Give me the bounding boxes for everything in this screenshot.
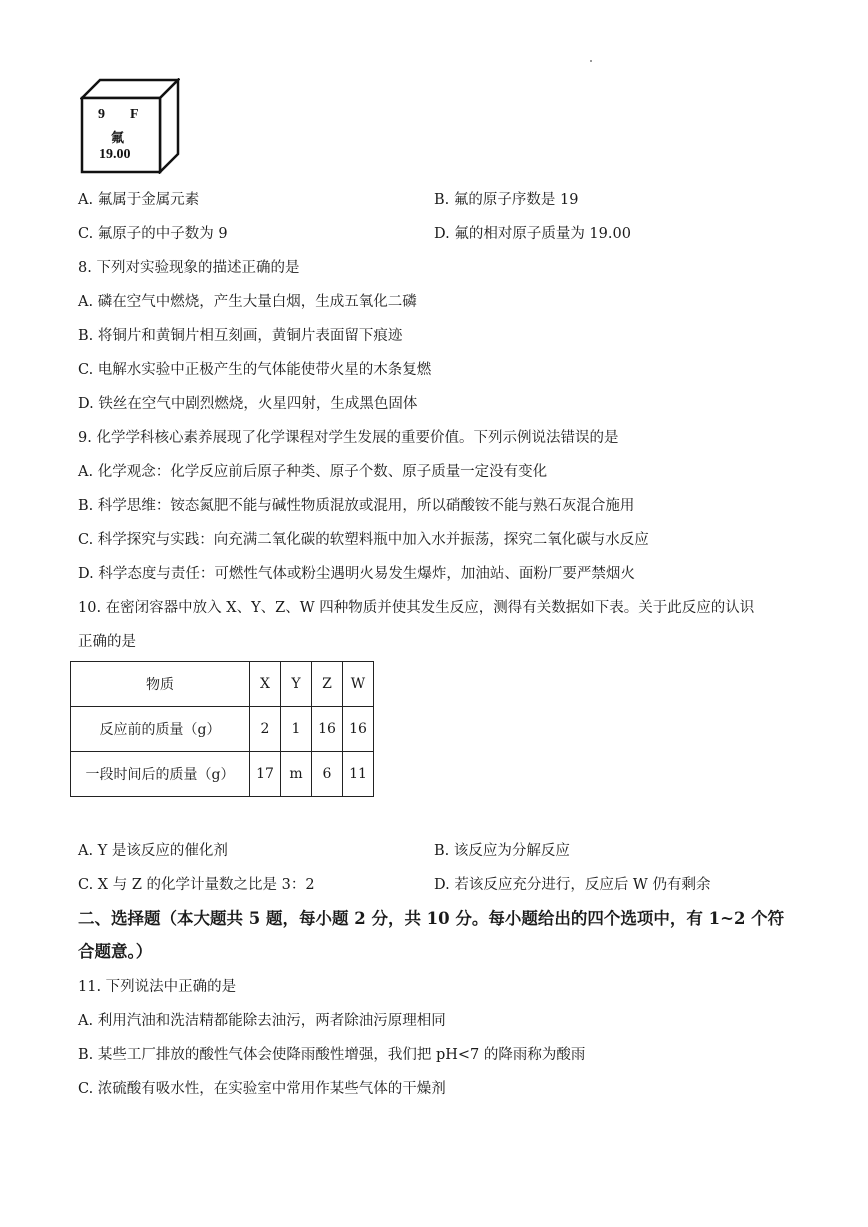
q7-option-d: D. 氟的相对原子质量为 19.00 — [434, 226, 631, 242]
q10-option-d: D. 若该反应充分进行，反应后 W 仍有剩余 — [434, 877, 711, 893]
element-symbol: F — [130, 107, 139, 122]
q8-option-d: D. 铁丝在空气中剧烈燃烧，火星四射，生成黑色固体 — [78, 396, 418, 412]
table-header-cell: W — [343, 662, 374, 707]
q10-option-b: B. 该反应为分解反应 — [434, 843, 570, 859]
q8-option-c: C. 电解水实验中正极产生的气体能使带火星的木条复燃 — [78, 362, 432, 378]
q7-option-a: A. 氟属于金属元素 — [78, 192, 200, 208]
q9-option-b: B. 科学思维：铵态氮肥不能与碱性物质混放或混用，所以硝酸铵不能与熟石灰混合施用 — [78, 498, 635, 514]
q9-stem: 9. 化学学科核心素养展现了化学课程对学生发展的重要价值。下列示例说法错误的是 — [78, 430, 619, 446]
table-header-cell: X — [250, 662, 281, 707]
table-header-cell: Y — [281, 662, 312, 707]
atomic-mass: 19.00 — [99, 147, 131, 162]
q10-option-c: C. X 与 Z 的化学计量数之比是 3：2 — [78, 877, 315, 893]
q10-option-a: A. Y 是该反应的催化剂 — [78, 843, 228, 859]
table-cell: 17 — [250, 752, 281, 797]
table-row — [71, 752, 374, 797]
q9-option-c: C. 科学探究与实践：向充满二氧化碳的软塑料瓶中加入水并振荡，探究二氧化碳与水反应 — [78, 532, 649, 548]
section2-heading-line2: 合题意。） — [78, 942, 153, 961]
reaction-mass-table — [70, 661, 374, 797]
table-cell: 6 — [312, 752, 343, 797]
q11-option-b: B. 某些工厂排放的酸性气体会使降雨酸性增强，我们把 pH<7 的降雨称为酸雨 — [78, 1047, 586, 1063]
fluorine-element-card — [80, 78, 180, 174]
table-header-cell: 物质 — [71, 662, 250, 707]
table-cell: 16 — [312, 707, 343, 752]
q11-stem: 11. 下列说法中正确的是 — [78, 979, 237, 995]
q10-stem-line2: 正确的是 — [78, 634, 136, 650]
q8-stem: 8. 下列对实验现象的描述正确的是 — [78, 260, 300, 276]
q9-option-a: A. 化学观念：化学反应前后原子种类、原子个数、原子质量一定没有变化 — [78, 464, 548, 480]
q7-option-c: C. 氟原子的中子数为 9 — [78, 226, 228, 242]
q10-stem-line1: 10. 在密闭容器中放入 X、Y、Z、W 四种物质并使其发生反应，测得有关数据如下表。关于此反应的认识 — [78, 600, 755, 616]
q8-option-a: A. 磷在空气中燃烧，产生大量白烟，生成五氧化二磷 — [78, 294, 417, 310]
q11-option-c: C. 浓硫酸有吸水性，在实验室中常用作某些气体的干燥剂 — [78, 1081, 446, 1097]
table-row — [71, 707, 374, 752]
q11-option-a: A. 利用汽油和洗洁精都能除去油污，两者除油污原理相同 — [78, 1013, 446, 1029]
q9-option-d: D. 科学态度与责任：可燃性气体或粉尘遇明火易发生爆炸，加油站、面粉厂要严禁烟火 — [78, 566, 635, 582]
table-cell: m — [281, 752, 312, 797]
section2-heading-line1: 二、选择题（本大题共 5 题，每小题 2 分，共 10 分。每小题给出的四个选项中，有 1~2 个符 — [78, 909, 785, 928]
table-cell: 反应前的质量（g） — [71, 707, 250, 752]
table-cell: 16 — [343, 707, 374, 752]
scan-speck — [590, 60, 592, 62]
table-cell: 一段时间后的质量（g） — [71, 752, 250, 797]
atomic-number: 9 — [98, 107, 105, 122]
table-cell: 1 — [281, 707, 312, 752]
element-name: 氟 — [111, 131, 125, 146]
q7-option-b: B. 氟的原子序数是 19 — [434, 192, 579, 208]
table-cell: 11 — [343, 752, 374, 797]
table-header-cell: Z — [312, 662, 343, 707]
table-cell: 2 — [250, 707, 281, 752]
q8-option-b: B. 将铜片和黄铜片相互刻画，黄铜片表面留下痕迹 — [78, 328, 403, 344]
table-header-row — [71, 662, 374, 707]
